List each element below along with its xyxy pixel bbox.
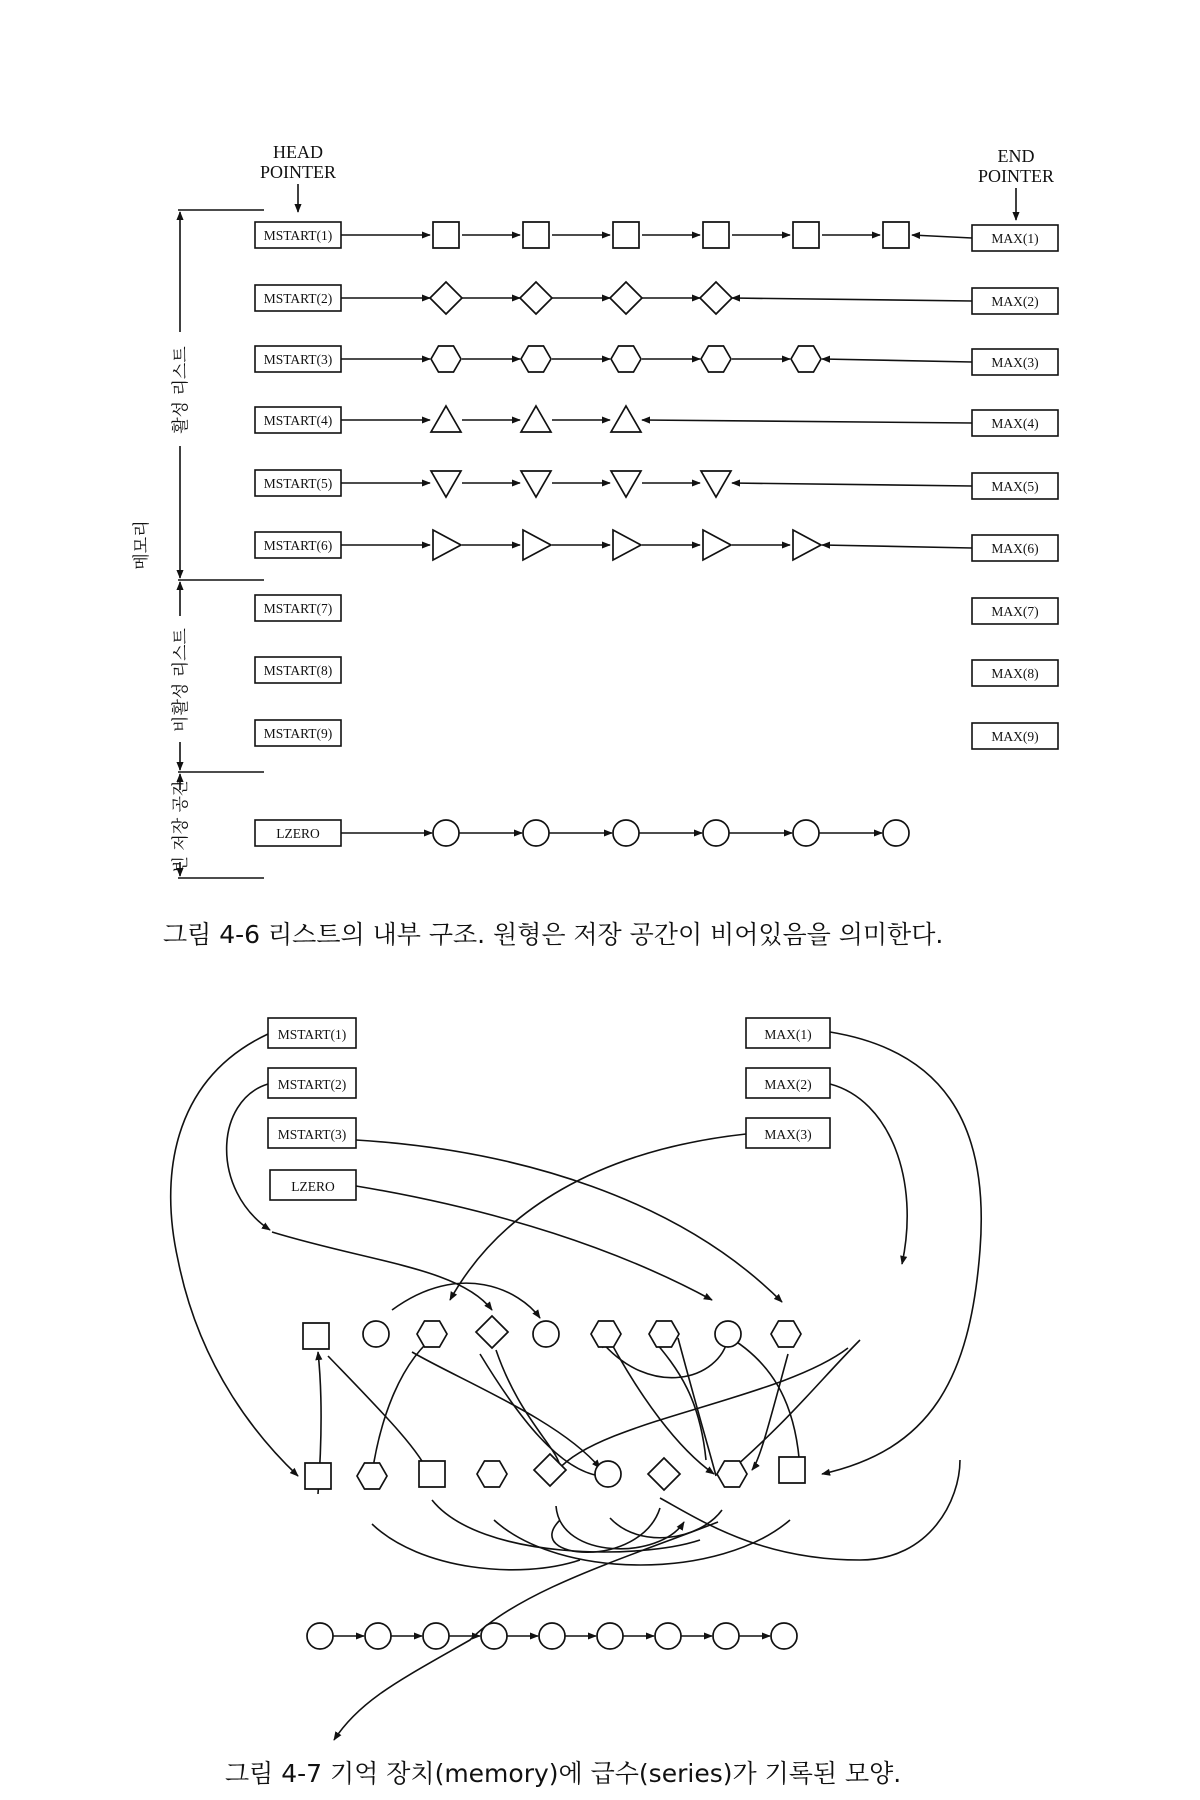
- mstart3-box: [268, 1118, 356, 1148]
- end-pointer-link: [732, 298, 972, 301]
- triangle-down-node: [701, 471, 731, 497]
- list-row-5: [255, 470, 1058, 499]
- triangle-down-node: [521, 471, 551, 497]
- max-label: MAX(1): [991, 231, 1039, 246]
- head-pointer-label-line1: HEAD: [273, 142, 323, 162]
- square-node: [433, 222, 459, 248]
- chain-circle-node: [713, 1623, 739, 1649]
- chain-circle-node: [365, 1623, 391, 1649]
- square-node: [303, 1323, 329, 1349]
- mstart-label: MSTART(9): [263, 726, 333, 741]
- square-node: [703, 222, 729, 248]
- free-circle-node: [523, 820, 549, 846]
- lzero-box: [270, 1170, 356, 1200]
- max-label: MAX(9): [991, 729, 1039, 744]
- triangle-right-node: [613, 530, 641, 560]
- free-storage-side-label: 빈 저장 공간: [171, 779, 191, 873]
- mstart-label: MSTART(8): [263, 663, 333, 678]
- list-row-6: [255, 530, 1058, 561]
- memory-series-diagram: [171, 1018, 982, 1788]
- circle-node: [533, 1321, 559, 1347]
- diamond-node: [520, 282, 552, 314]
- hexagon-node: [477, 1461, 507, 1487]
- hexagon-node: [417, 1321, 447, 1347]
- free-circle-node: [793, 820, 819, 846]
- circle-node: [595, 1461, 621, 1487]
- diamond-node: [700, 282, 732, 314]
- hexagon-node: [701, 346, 731, 372]
- square-node: [419, 1461, 445, 1487]
- max-label: MAX(7): [991, 604, 1039, 619]
- square-node: [523, 222, 549, 248]
- diamond-node: [534, 1454, 566, 1486]
- chain-circle-node: [423, 1623, 449, 1649]
- square-node: [305, 1463, 331, 1489]
- max-label: MAX(5): [991, 479, 1039, 494]
- chain-circle-node: [655, 1623, 681, 1649]
- svg-text:MAX(2): MAX(2): [764, 1077, 812, 1092]
- square-node: [883, 222, 909, 248]
- chain-circle-node: [597, 1623, 623, 1649]
- max-label: MAX(2): [991, 294, 1039, 309]
- list-row-1: [255, 222, 1058, 251]
- list-internal-structure-diagram: [132, 142, 1058, 949]
- mstart-label: MSTART(1): [263, 228, 333, 243]
- hexagon-node: [591, 1321, 621, 1347]
- max-label: MAX(8): [991, 666, 1039, 681]
- end-pointer-link: [822, 545, 972, 548]
- inactive-list-side-label: 비활성 리스트: [171, 628, 191, 732]
- mstart-label: MSTART(6): [263, 538, 333, 553]
- bottom-circle-chain: [307, 1623, 797, 1649]
- free-circle-node: [883, 820, 909, 846]
- circle-node: [715, 1321, 741, 1347]
- square-node: [793, 222, 819, 248]
- triangle-right-node: [793, 530, 821, 560]
- memory-side-label: 메모리: [132, 520, 152, 570]
- mstart-label: MSTART(4): [263, 413, 333, 428]
- hexagon-node: [431, 346, 461, 372]
- end-pointer-link: [912, 235, 972, 238]
- max-label: MAX(4): [991, 416, 1039, 431]
- svg-text:LZERO: LZERO: [291, 1179, 335, 1194]
- figure-4-6-caption: 그림 4-6 리스트의 내부 구조. 원형은 저장 공간이 비어있음을 의미한다.: [163, 920, 944, 949]
- memory-nodes: [303, 1316, 805, 1490]
- svg-text:MSTART(2): MSTART(2): [277, 1077, 347, 1092]
- hexagon-node: [771, 1321, 801, 1347]
- triangle-down-node: [431, 471, 461, 497]
- head-pointer-label-line2: POINTER: [260, 162, 336, 182]
- lzero-label: LZERO: [276, 826, 320, 841]
- mstart-label: MSTART(2): [263, 291, 333, 306]
- list-rows: [255, 222, 1058, 846]
- mstart1-box: [268, 1018, 356, 1048]
- diamond-node: [430, 282, 462, 314]
- hexagon-node: [649, 1321, 679, 1347]
- list-row-2: [255, 282, 1058, 314]
- list-row-8: [255, 657, 1058, 686]
- circle-node: [363, 1321, 389, 1347]
- lzero-row: [255, 820, 909, 846]
- list-row-7: [255, 595, 1058, 624]
- figure-4-7-caption: 그림 4-7 기억 장치(memory)에 급수(series)가 기록된 모양.: [225, 1759, 902, 1788]
- svg-text:MSTART(1): MSTART(1): [277, 1027, 347, 1042]
- max-label: MAX(3): [991, 355, 1039, 370]
- square-node: [613, 222, 639, 248]
- end-pointer-link: [732, 483, 972, 486]
- list-row-9: [255, 720, 1058, 749]
- chain-circle-node: [539, 1623, 565, 1649]
- mstart2-box: [268, 1068, 356, 1098]
- svg-text:MAX(3): MAX(3): [764, 1127, 812, 1142]
- max-label: MAX(6): [991, 541, 1039, 556]
- list-row-4: [255, 406, 1058, 436]
- svg-text:MAX(1): MAX(1): [764, 1027, 812, 1042]
- hexagon-node: [717, 1461, 747, 1487]
- free-circle-node: [703, 820, 729, 846]
- diamond-node: [610, 282, 642, 314]
- svg-text:MSTART(3): MSTART(3): [277, 1127, 347, 1142]
- end-pointer-link: [822, 359, 972, 362]
- hexagon-node: [357, 1463, 387, 1489]
- hexagon-node: [791, 346, 821, 372]
- end-pointer-link: [642, 420, 972, 423]
- mstart-label: MSTART(3): [263, 352, 333, 367]
- free-circle-node: [613, 820, 639, 846]
- triangle-down-node: [611, 471, 641, 497]
- chain-circle-node: [771, 1623, 797, 1649]
- list-row-3: [255, 346, 1058, 375]
- hexagon-node: [521, 346, 551, 372]
- chain-circle-node: [307, 1623, 333, 1649]
- diamond-node: [648, 1458, 680, 1490]
- triangle-right-node: [703, 530, 731, 560]
- triangle-up-node: [611, 406, 641, 432]
- chain-circle-node: [481, 1623, 507, 1649]
- max1-box: [746, 1018, 830, 1048]
- mstart-label: MSTART(5): [263, 476, 333, 491]
- triangle-right-node: [523, 530, 551, 560]
- max2-box: [746, 1068, 830, 1098]
- diamond-node: [476, 1316, 508, 1348]
- triangle-up-node: [521, 406, 551, 432]
- end-pointer-label-line2: POINTER: [978, 166, 1054, 186]
- max3-box: [746, 1118, 830, 1148]
- memory-bracket: [178, 210, 264, 878]
- end-pointer-label-line1: END: [997, 146, 1035, 166]
- triangle-up-node: [431, 406, 461, 432]
- square-node: [779, 1457, 805, 1483]
- active-list-side-label: 활성 리스트: [171, 346, 191, 434]
- mstart-label: MSTART(7): [263, 601, 333, 616]
- free-circle-node: [433, 820, 459, 846]
- triangle-right-node: [433, 530, 461, 560]
- hexagon-node: [611, 346, 641, 372]
